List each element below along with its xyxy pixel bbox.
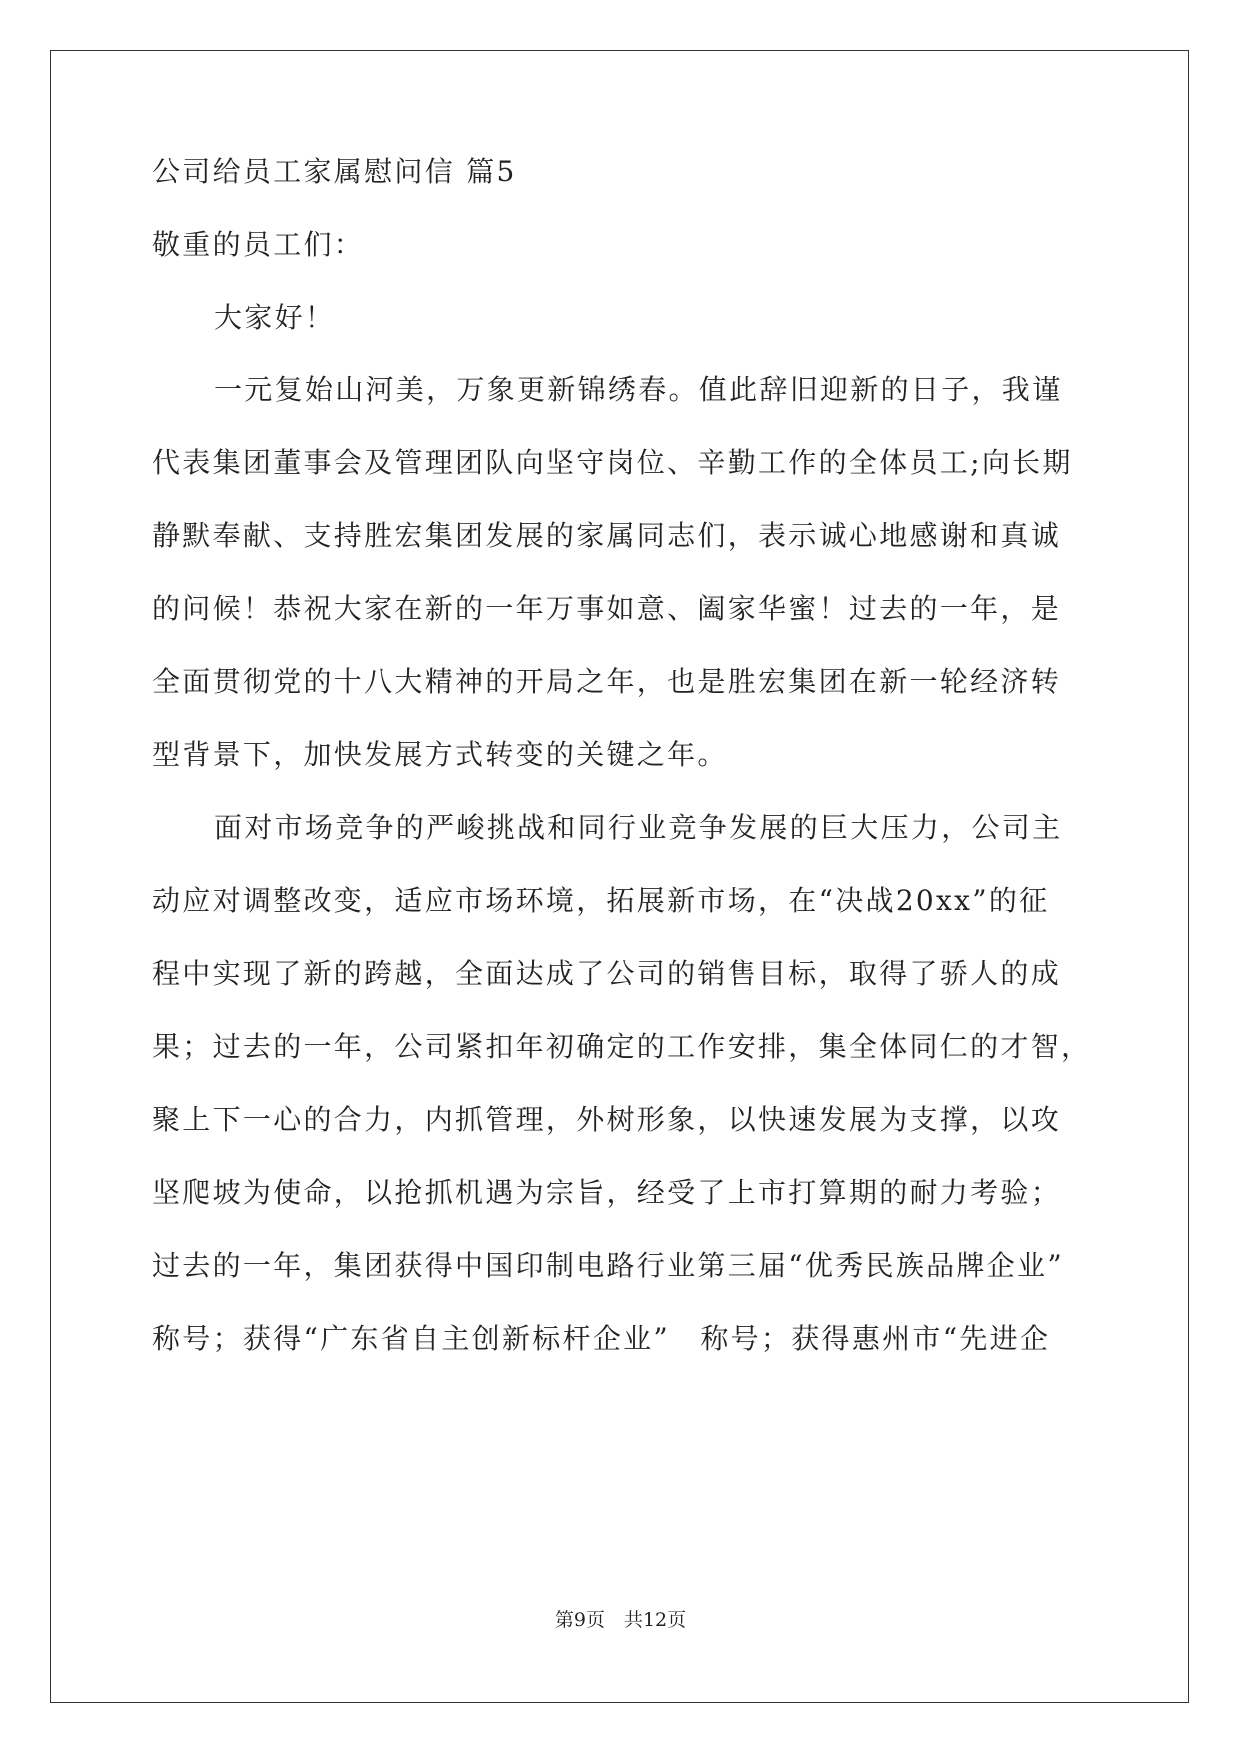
body-line: 的问候！恭祝大家在新的一年万事如意、阖家华蜜！过去的一年，是 bbox=[152, 592, 1062, 625]
body-line: 一元复始山河美，万象更新锦绣春。值此辞旧迎新的日子，我谨 bbox=[214, 373, 1063, 406]
body-line: 程中实现了新的跨越，全面达成了公司的销售目标，取得了骄人的成 bbox=[152, 957, 1062, 990]
body-line: 全面贯彻党的十八大精神的开局之年，也是胜宏集团在新一轮经济转 bbox=[152, 665, 1062, 698]
salutation: 敬重的员工们： bbox=[152, 228, 365, 261]
body-line: 果；过去的一年，公司紧扣年初确定的工作安排，集全体同仁的才智， bbox=[152, 1030, 1092, 1063]
body-line: 动应对调整改变，适应市场环境，拓展新市场，在“决战20xx”的征 bbox=[152, 884, 1050, 917]
body-line: 称号；获得“广东省自主创新标杆企业” 称号；获得惠州市“先进企 bbox=[152, 1322, 1051, 1355]
body-line: 代表集团董事会及管理团队向坚守岗位、辛勤工作的全体员工;向长期 bbox=[152, 446, 1073, 479]
body-line: 过去的一年，集团获得中国印制电路行业第三届“优秀民族品牌企业” bbox=[152, 1249, 1064, 1282]
document-title: 公司给员工家属慰问信 篇5 bbox=[152, 155, 517, 188]
page-number-footer: 第9页 共12页 bbox=[554, 1609, 687, 1631]
body-line: 型背景下，加快发展方式转变的关键之年。 bbox=[152, 738, 728, 771]
greeting: 大家好！ bbox=[214, 301, 336, 334]
body-line: 静默奉献、支持胜宏集团发展的家属同志们，表示诚心地感谢和真诚 bbox=[152, 519, 1062, 552]
body-line: 聚上下一心的合力，内抓管理，外树形象，以快速发展为支撑，以攻 bbox=[152, 1103, 1062, 1136]
body-line: 面对市场竞争的严峻挑战和同行业竞争发展的巨大压力，公司主 bbox=[214, 811, 1063, 844]
body-line: 坚爬坡为使命，以抢抓机遇为宗旨，经受了上市打算期的耐力考验； bbox=[152, 1176, 1062, 1209]
